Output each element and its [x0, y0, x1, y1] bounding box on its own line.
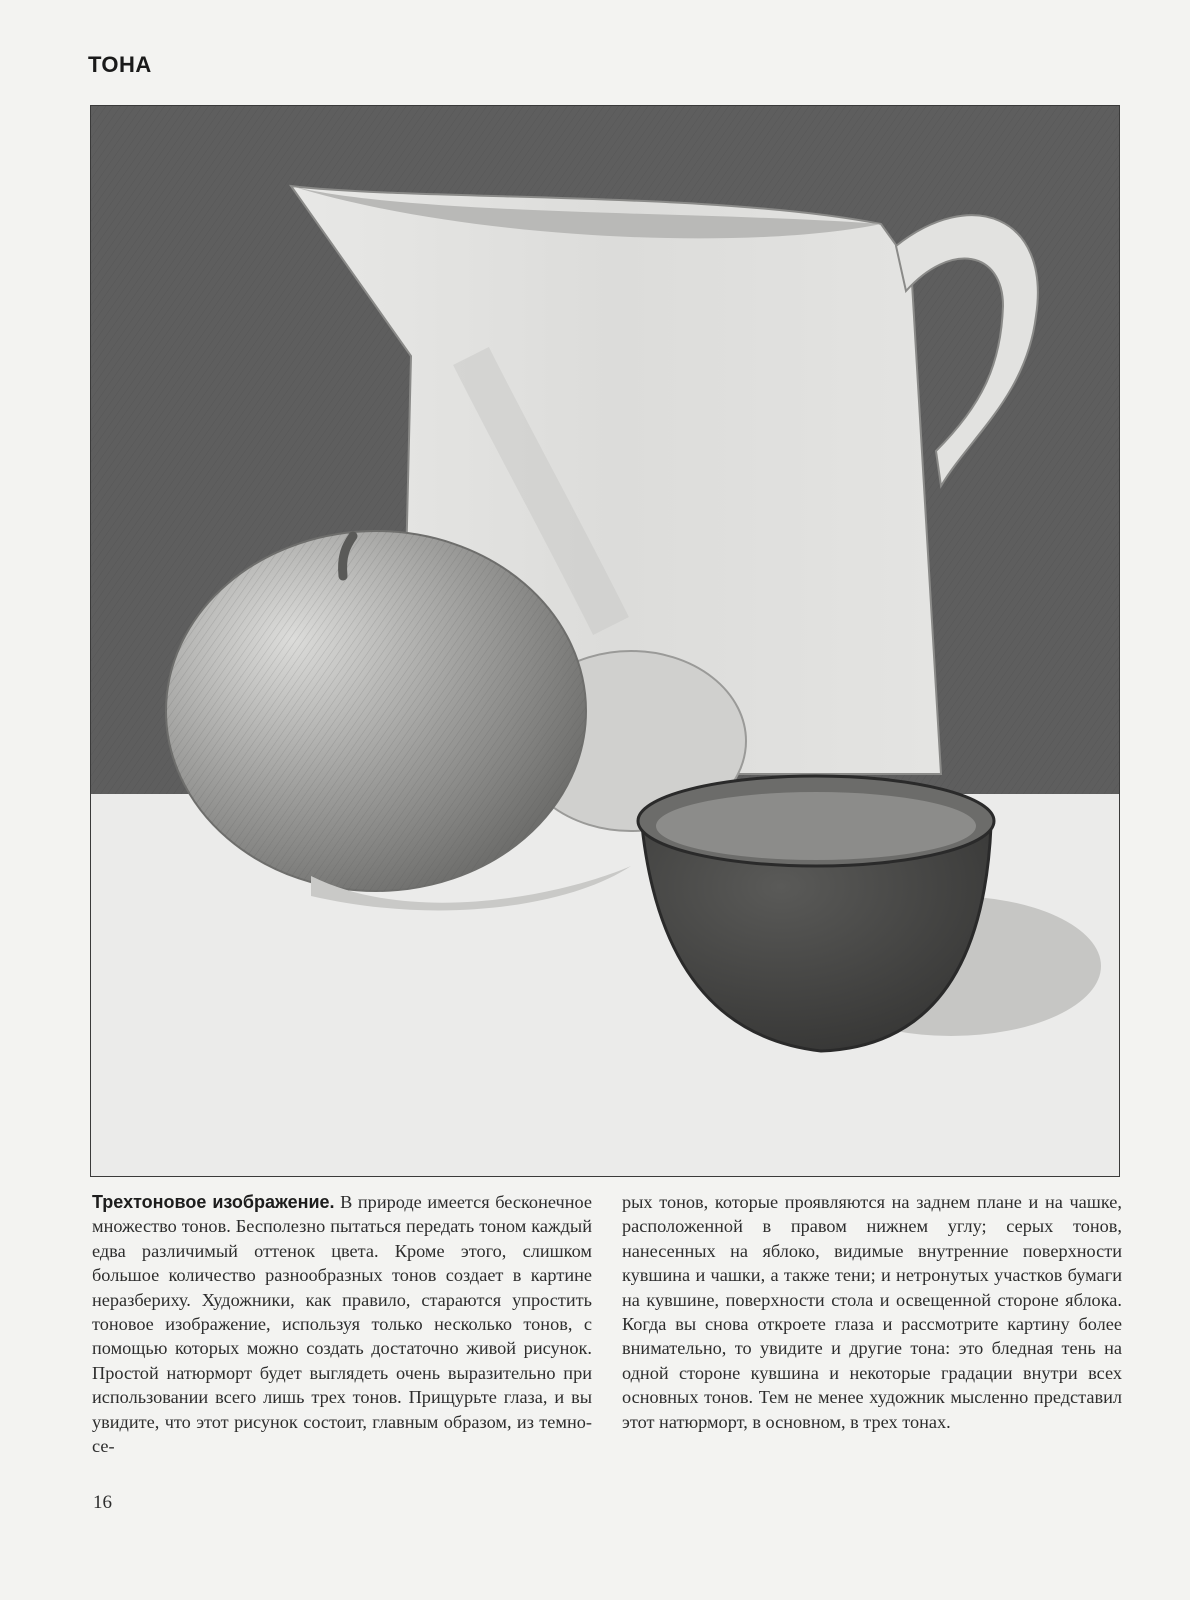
still-life-svg: [91, 106, 1120, 1177]
section-title: ТОНА: [88, 52, 152, 77]
article-column-left: [92, 1190, 592, 1458]
article-body: [92, 1190, 1122, 1458]
article-right-text: рых тонов, которые проявляются на заднем плане и на чашке, расположенной в правом нижнем углу; серых тонов, нанесенных на яблоко, видимые внутренние поверхности кувшина и чашки, а также тени; и нетронутых участков бумаги на кувшине, поверхности стола и освещенной стороне яблока. Когда вы снова откроете глаза и рассмотрите картину более внимательно, то увидите и другие тона: это бледная тень на одной стороне кувшина и некоторые градации внутри всех основных тонов. Тем не менее художник мысленно представил этот натюрморт, в основном, в трех тонах.: [622, 1192, 1122, 1432]
apple: [166, 531, 586, 891]
article-column-right: [622, 1190, 1122, 1458]
article-left-text: В природе имеется бесконечное множество тонов. Бесполезно пытаться передать тоном каждый едва различимый оттенок цвета. Кроме этого, слишком большое количество разнообразных тонов создает в картине неразбериху. Художники, как правило, стараются упростить тоновое изображение, используя только несколько тонов, с помощью которых можно создать достаточно живой рисунок. Простой натюрморт будет выглядеть очень выразительно при использовании всего лишь трех тонов. Прищурьте глаза, и вы увидите, что этот рисунок состоит, главным образом, из темно-се-: [92, 1192, 592, 1457]
page-number: 16: [93, 1492, 112, 1513]
still-life-drawing: [90, 105, 1120, 1177]
article-lead-heading: Трехтоновое изображение.: [92, 1192, 335, 1212]
